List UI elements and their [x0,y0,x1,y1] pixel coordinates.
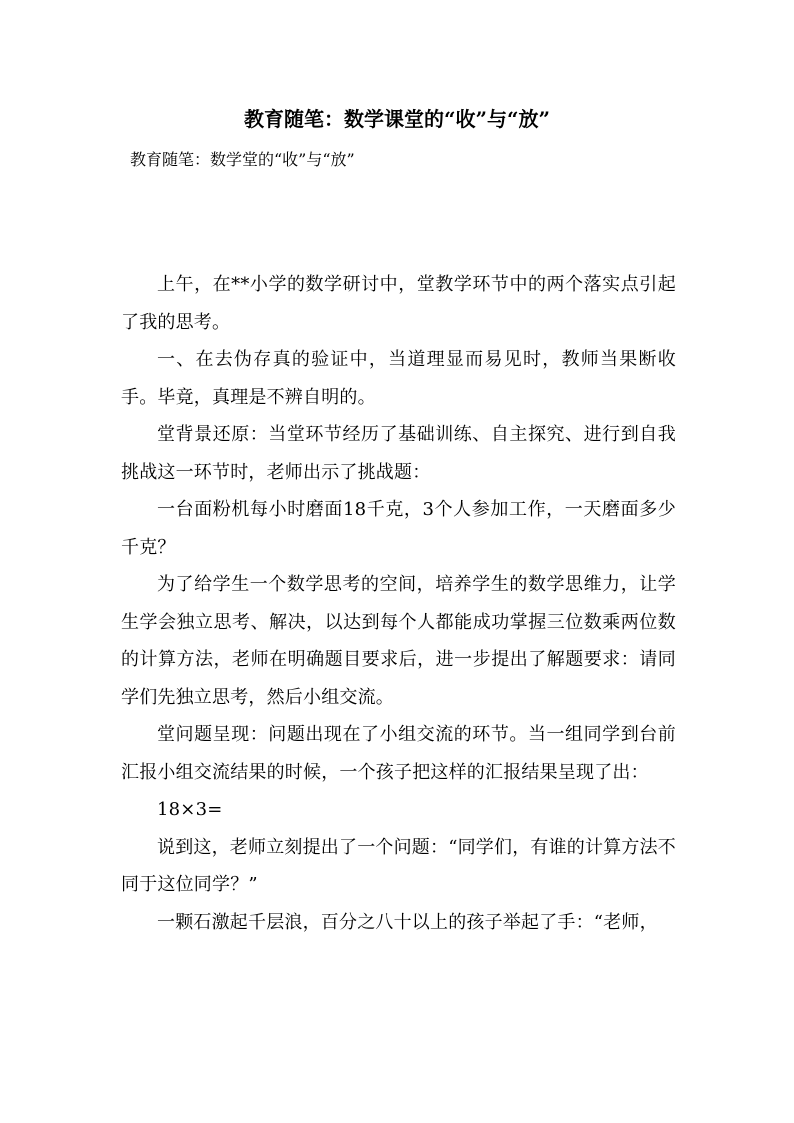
paragraph: 为了给学生一个数学思考的空间，培养学生的数学思维力，让学生学会独立思考、解决，以达到每个人都能成功掌握三位数乘两位数的计算方法，老师在明确题目要求后，进一步提出了解题要求：请同学们先独立思考，然后小组交流。 [121,574,676,708]
paragraph: 一、在去伪存真的验证中，当道理显而易见时，教师当果断收手。毕竟，真理是不辨自明的。 [121,349,676,408]
paragraph: 说到这，老师立刻提出了一个问题：“同学们，有谁的计算方法不同于这位同学？” [121,836,676,895]
paragraph: 一台面粉机每小时磨面18千克，3个人参加工作，一天磨面多少千克？ [121,499,676,558]
document-body [121,266,676,941]
document-title: 教育随笔：数学课堂的“收”与“放” [243,107,550,131]
paragraph: 18×3= [157,799,223,820]
paragraph: 堂背景还原：当堂环节经历了基础训练、自主探究、进行到自我挑战这一环节时，老师出示了挑战题： [121,424,676,483]
paragraph: 上午，在**小学的数学研讨中，堂教学环节中的两个落实点引起了我的思考。 [121,274,676,333]
paragraph: 堂问题呈现：问题出现在了小组交流的环节。当一组同学到台前汇报小组交流结果的时候，一个孩子把这样的汇报结果呈现了出： [121,724,676,783]
document-subtitle: 教育随笔：数学堂的“收”与“放” [130,150,355,169]
paragraph: 一颗石激起千层浪，百分之八十以上的孩子举起了手：“老师， [157,911,658,933]
